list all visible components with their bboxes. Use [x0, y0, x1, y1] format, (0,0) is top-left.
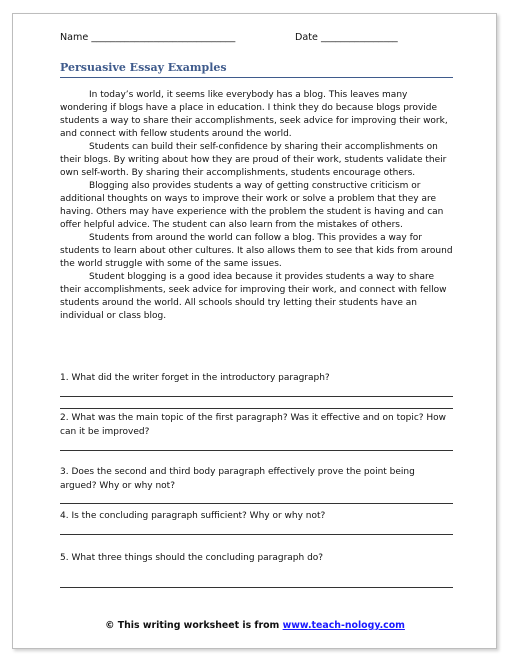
answer-line[interactable] — [60, 408, 453, 409]
date-field[interactable]: Date ________________ — [295, 32, 398, 43]
essay-paragraph: Student blogging is a good idea because it provides students a way to share their accomplishments, seek advice for improving their work, and connect with fellow students around the world. All schools should try letting their students have an individual or class blog. — [60, 272, 447, 321]
page-title: Persuasive Essay Examples — [60, 61, 227, 74]
question-3: 3. Does the second and third body paragraph effectively prove the point being argued? Why or why not? — [60, 467, 415, 491]
question-5: 5. What three things should the concluding paragraph do? — [60, 553, 324, 563]
title-divider — [60, 77, 453, 78]
footer — [0, 620, 510, 631]
question-4: 4. Is the concluding paragraph sufficient? Why or why not? — [60, 511, 326, 521]
answer-line[interactable] — [60, 587, 453, 588]
essay-paragraph: Students can build their self-confidence by sharing their accomplishments on their blogs. By writing about how they are proud of their work, students validate their own self-worth. By sharing their accomplishments, students encourage others. — [60, 142, 447, 178]
answer-line[interactable] — [60, 534, 453, 535]
question-1: 1. What did the writer forget in the introductory paragraph? — [60, 373, 330, 383]
essay-paragraph: Students from around the world can follow a blog. This provides a way for students to learn about other cultures. It also allows them to see that kids from around the world struggle with some of the same issues. — [60, 233, 453, 269]
essay-paragraph: In today’s world, it seems like everybody has a blog. This leaves many wondering if blogs have a place in education. I think they do because blogs provide students a way to share their accomplishments, seek advice for improving their work, and connect with fellow students around the world. — [60, 90, 448, 139]
question-2: 2. What was the main topic of the first paragraph? Was it effective and on topic? How can it be improved? — [60, 413, 447, 437]
essay-text — [60, 89, 453, 323]
essay-paragraph: Blogging also provides students a way of getting constructive criticism or additional thoughts on ways to improve their work or solve a problem that they are having. Others may have experience with the problem the student is having and can offer helpful advice. The student can also learn from the mistakes of others. — [60, 181, 444, 230]
answer-line[interactable] — [60, 503, 453, 504]
header-row — [60, 32, 460, 48]
footer-text: © This writing worksheet is from — [105, 620, 283, 631]
name-field[interactable]: Name ______________________________ — [60, 32, 236, 43]
answer-line[interactable] — [60, 450, 453, 451]
answer-line[interactable] — [60, 396, 453, 397]
footer-link[interactable]: www.teach-nology.com — [282, 620, 405, 631]
